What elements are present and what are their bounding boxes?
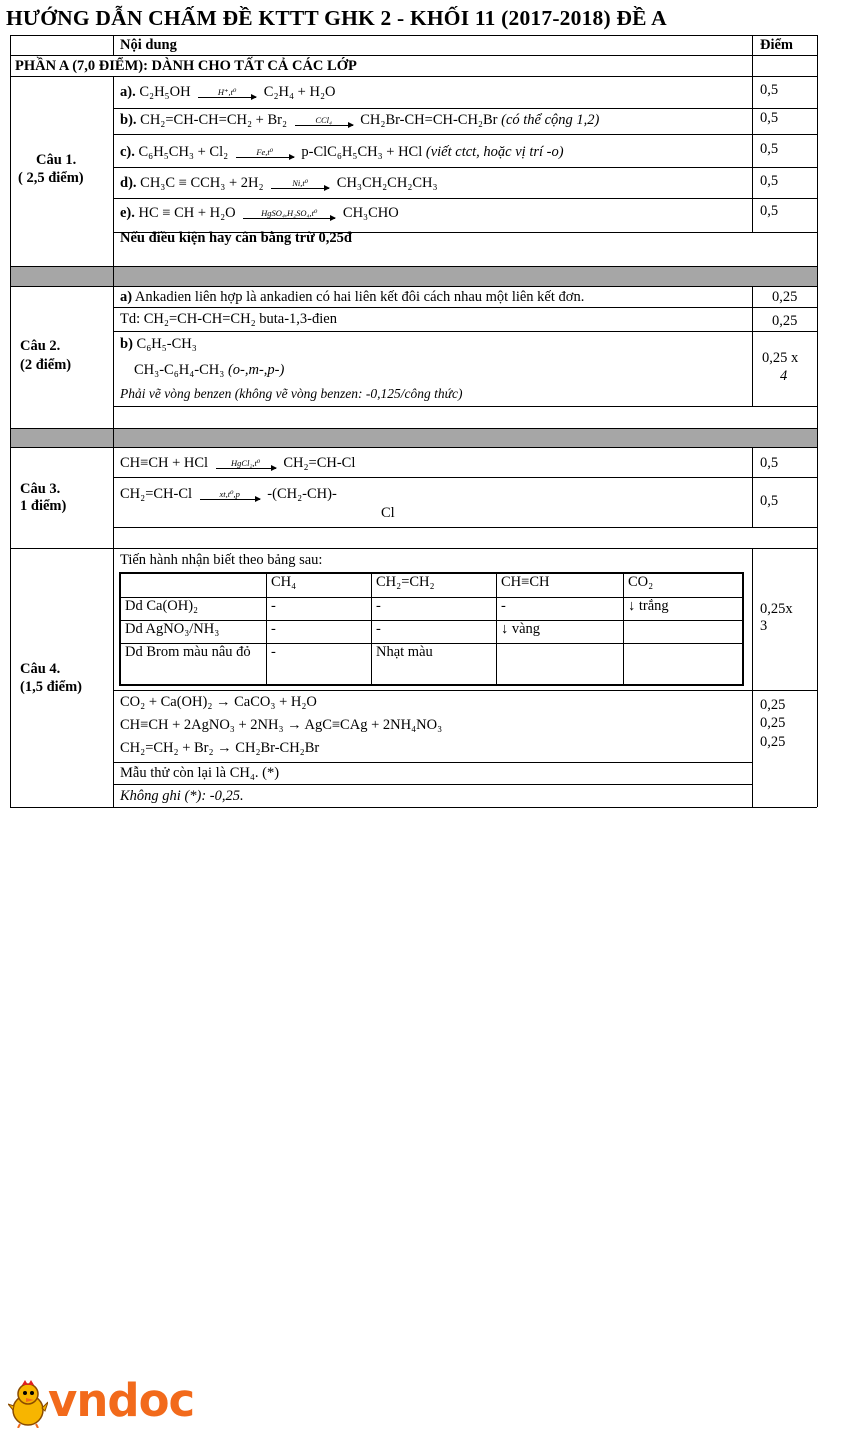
table-cell: CH₄ xyxy=(267,573,372,597)
q4-eq-score-1: 0,25 xyxy=(760,697,786,713)
table-cell: CH₂=CH₂ xyxy=(372,573,497,597)
q2-score-b: 0,25 x xyxy=(762,350,799,366)
table-cell: - xyxy=(497,597,624,620)
table-cell: - xyxy=(372,620,497,643)
q3-label: Câu 3. xyxy=(20,481,61,497)
q2-points: (2 điểm) xyxy=(20,357,72,373)
table-cell: - xyxy=(372,597,497,620)
identification-table xyxy=(119,572,744,686)
table-cell: Nhạt màu xyxy=(372,643,497,685)
q3-score-1: 0,5 xyxy=(760,455,779,471)
table-row xyxy=(120,620,743,643)
q1-reaction-a: a). C₂H₅OH H⁺,t⁰ C₂H₄ + H₂O xyxy=(120,84,336,100)
q1-reaction-e: e). HC ≡ CH + H₂O HgSO₄,H₂SO₄,t⁰ CH₃CHO xyxy=(120,205,399,221)
q4-intro: Tiến hành nhận biết theo bảng sau: xyxy=(120,552,323,568)
table-cell: - xyxy=(267,643,372,685)
reaction-arrow: H⁺,t⁰ xyxy=(198,88,256,98)
q2-score-b-multiplier: 4 xyxy=(780,368,788,384)
separator-band-1 xyxy=(10,266,817,286)
table-cell: ↓ vàng xyxy=(497,620,624,643)
table-cell: - xyxy=(267,620,372,643)
q2-definition: a) Ankadien liên hợp là ankadien có hai liên kết đôi cách nhau một liên kết đơn. xyxy=(120,289,585,305)
table-cell: CH≡CH xyxy=(497,573,624,597)
vndoc-logo xyxy=(8,1374,223,1430)
header-score: Điểm xyxy=(760,37,794,53)
q1-reaction-b: b). CH₂=CH-CH=CH₂ + Br₂ CCl₄ CH₂Br-CH=CH-CH₂Br (có thể cộng 1,2) xyxy=(120,112,600,128)
reaction-arrow: HgCl₂,t⁰ xyxy=(216,459,276,469)
q4-equation-2: CH≡CH + 2AgNO₃ + 2NH₃ → AgC≡CAg + 2NH₄NO₃ xyxy=(120,717,443,733)
table-cell: Dd Ca(OH)₂ xyxy=(120,597,267,620)
q4-equation-1: CO₂ + Ca(OH)₂ → CaCO₃ + H₂O xyxy=(120,694,317,710)
reaction-arrow: xt,t⁰,p xyxy=(200,490,260,500)
table-cell: ↓ trắng xyxy=(624,597,744,620)
table-row xyxy=(120,643,743,685)
table-cell: Dd Brom màu nâu đỏ xyxy=(120,643,267,685)
q4-eq-score-3: 0,25 xyxy=(760,734,786,750)
reaction-arrow: Fe,t⁰ xyxy=(236,148,294,158)
q1-reaction-d: d). CH₃C ≡ CCH₃ + 2H₂ Ni,t⁰ CH₃CH₂CH₂CH₃ xyxy=(120,175,438,191)
q4-eq-score-2: 0,25 xyxy=(760,715,786,731)
q4-table-score: 0,25x xyxy=(760,601,793,617)
table-cell: - xyxy=(267,597,372,620)
table-cell xyxy=(120,573,267,597)
q3-reaction-1: CH≡CH + HCl HgCl₂,t⁰ CH₂=CH-Cl xyxy=(120,455,356,471)
q1-note: Nếu điều kiện hay cân bằng trừ 0,25đ xyxy=(120,230,352,246)
table-cell xyxy=(497,643,624,685)
q4-table-score-multiplier: 3 xyxy=(760,618,768,634)
q4-label: Câu 4. xyxy=(20,661,61,677)
q2-b-line1: b) C₆H₅-CH₃ xyxy=(120,336,197,352)
reaction-arrow: CCl₄ xyxy=(295,116,353,126)
table-cell: Dd AgNO₃/NH₃ xyxy=(120,620,267,643)
table-header-row xyxy=(120,573,743,597)
q1-points: ( 2,5 điểm) xyxy=(18,170,84,186)
q1-score-e: 0,5 xyxy=(760,203,779,219)
table-cell: CO₂ xyxy=(624,573,744,597)
reaction-arrow: Ni,t⁰ xyxy=(271,179,329,189)
table-cell xyxy=(624,643,744,685)
reaction-arrow: HgSO₄,H₂SO₄,t⁰ xyxy=(243,209,335,219)
page-title: HƯỚNG DẪN CHẤM ĐỀ KTTT GHK 2 - KHỐI 11 (2017-2018) ĐỀ A xyxy=(6,6,667,30)
q4-penalty: Không ghi (*): -0,25. xyxy=(120,788,244,804)
table-row xyxy=(120,597,743,620)
q4-points: (1,5 điểm) xyxy=(20,679,83,695)
q3-score-2: 0,5 xyxy=(760,493,779,509)
q3-points: 1 điểm) xyxy=(20,498,67,514)
part-a-heading: PHẦN A (7,0 ĐIỂM): DÀNH CHO TẤT CẢ CÁC LỚP xyxy=(15,58,357,74)
separator-band-2 xyxy=(10,428,817,447)
chick-mascot-icon xyxy=(8,1380,48,1428)
table-cell xyxy=(624,620,744,643)
q3-reaction-2: CH₂=CH-Cl xt,t⁰,p -(CH₂-CH)- xyxy=(120,486,337,502)
q2-label: Câu 2. xyxy=(20,338,61,354)
q1-score-d: 0,5 xyxy=(760,173,779,189)
logo-wordmark: vndoc xyxy=(48,1374,195,1427)
q1-reaction-c: c). C₆H₅CH₃ + Cl₂ Fe,t⁰ p-ClC₆H₅CH₃ + HCl (viết ctct, hoặc vị trí -o) xyxy=(120,144,564,160)
q2-score-td: 0,25 xyxy=(772,313,798,329)
q3-substituent: Cl xyxy=(381,505,395,521)
q2-b-note: Phải vẽ vòng benzen (không vẽ vòng benzen: -0,125/công thức) xyxy=(120,386,463,401)
q4-equation-3: CH₂=CH₂ + Br₂ → CH₂Br-CH₂Br xyxy=(120,740,320,756)
q1-label: Câu 1. xyxy=(36,152,77,168)
q2-score-a: 0,25 xyxy=(772,289,798,305)
q4-remaining: Mẫu thử còn lại là CH₄. (*) xyxy=(120,765,280,781)
q1-score-c: 0,5 xyxy=(760,141,779,157)
q2-b-line2: CH₃-C₆H₄-CH₃ (o-,m-,p-) xyxy=(134,362,285,378)
q1-score-b: 0,5 xyxy=(760,110,779,126)
header-content: Nội dung xyxy=(120,37,177,53)
q1-score-a: 0,5 xyxy=(760,82,779,98)
q2-example: Td: CH₂=CH-CH=CH₂ buta-1,3-đien xyxy=(120,311,337,327)
